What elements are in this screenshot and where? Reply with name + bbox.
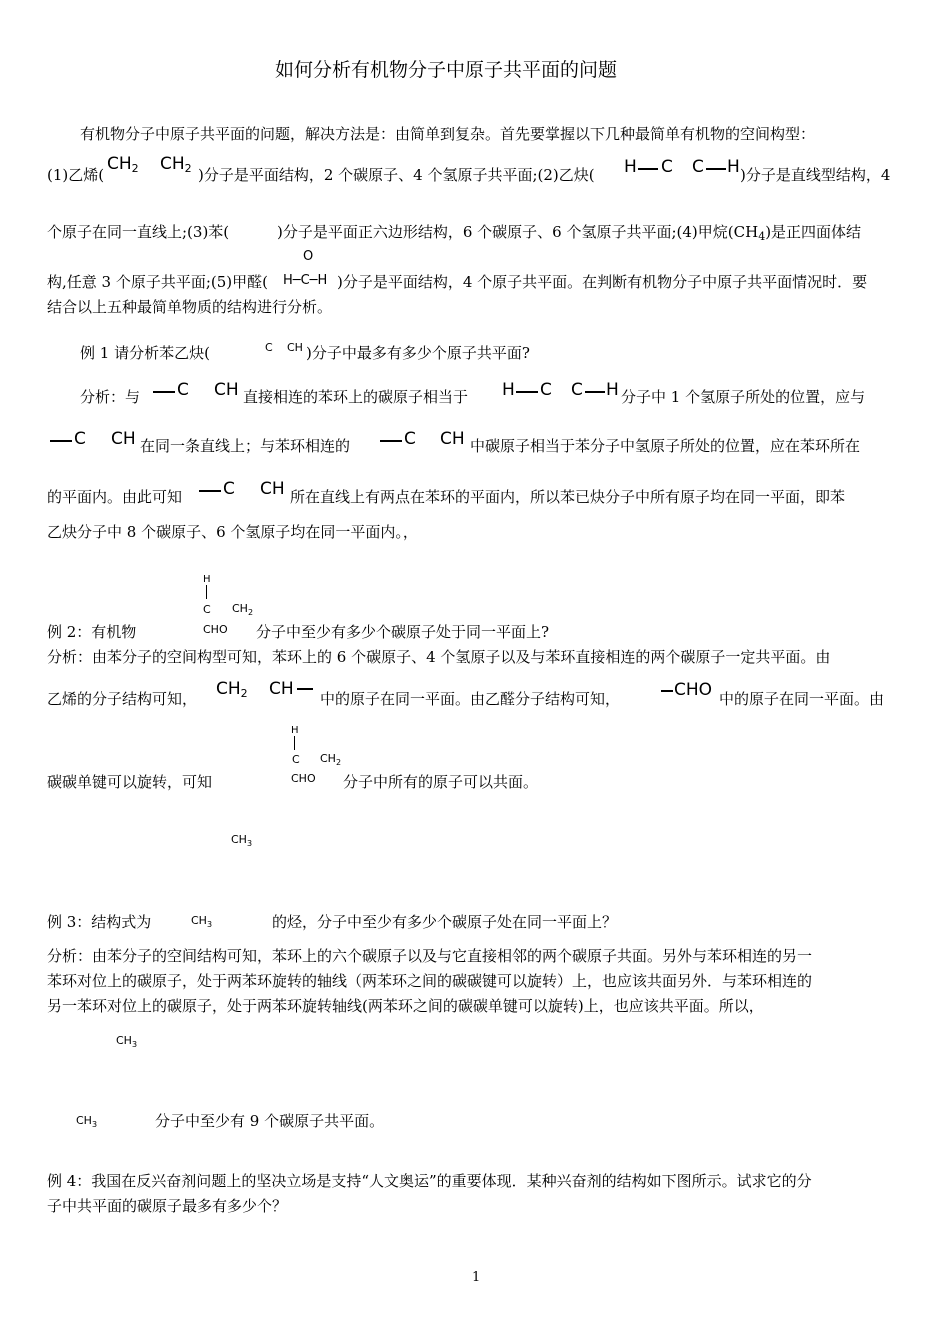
alkyne-c: C [177,380,189,400]
example-1-analysis-line-2-part-a: 在同一条直线上；与苯环相连的 [140,437,351,455]
mol-ch2: $CH_2$ [320,752,342,767]
acetylene-c: C [571,380,583,400]
example-2-analysis-line-2-part-a: 乙烯的分子结构可知， [47,690,198,708]
acetylene-c1: C [661,157,673,177]
acetylene-c2: C [692,157,704,177]
page-title: 如何分析有机物分子中原子共平面的问题 [275,59,618,81]
intro-line-2-part-b: )分子是平面结构，2 个碳原子、4 个氢原子共平面;(2)乙炔( [198,166,595,184]
example-2-question-part-a: 例 2：有机物 [47,623,137,641]
example-1-analysis-part-b: 直接相连的苯环上的碳原子相当于 [243,388,469,406]
bond-line [206,585,207,599]
example-3-question-part-b: 的烃，分子中至少有多少个碳原子处在同一平面上？ [272,913,618,931]
alkyne-ch: CH [214,380,239,400]
example-1-analysis-line-3-part-a: 的平面内。由此可知 [47,488,183,506]
vinyl-ch2: $CH_2$ [216,679,248,700]
intro-line-3-part-b: )分子是平面正六边形结构，6 个碳原子、6 个氢原子共平面;(4)甲烷$(CH_4)$是正四面体结 [277,223,862,243]
example-1-analysis-line-2-part-b: 中碳原子相当于苯分子中氢原子所处的位置，应在苯环所在 [470,437,861,455]
bond-line [585,391,605,393]
acetylene-c: C [540,380,552,400]
ethylene-ch2-a: $CH_2$ [107,154,139,175]
bond-line [297,688,313,690]
acetylene-h2: H [727,157,740,177]
bond-line [50,440,72,442]
example-3-question-part-a: 例 3：结构式为 [47,913,152,931]
mol-c: C [292,753,300,766]
example-1-question: 例 1 请分析苯乙炔( [80,344,210,362]
intro-line-2-part-c: )分子是直线型结构，4 [740,166,891,184]
alkyne-ch: CH [260,479,285,499]
methyl-ch3: $CH_3$ [76,1114,98,1129]
methyl-ch3: $CH_3$ [116,1034,138,1049]
acetylene-h1: H [624,157,637,177]
example-2-analysis-line-3-part-a: 碳碳单键可以旋转，可知 [47,773,213,791]
bond-line [199,490,221,492]
mol-h: H [203,574,211,585]
alkyne-c: C [404,429,416,449]
example-2-analysis-line-1: 分析：由苯分子的空间构型可知，苯环上的 6 个碳原子、4 个氢原子以及与苯环直接相连的两个碳原子一定共平面。由 [47,648,831,666]
example-3-analysis-line-1: 分析：由苯分子的空间结构可知，苯环上的六个碳原子以及与它直接相邻的两个碳原子共面。另外与苯环相连的另一 [47,947,813,965]
bond-line [516,391,538,393]
bond-line [380,440,402,442]
bond-line [638,168,658,170]
mol-cho: CHO [203,623,228,636]
example-2-analysis-line-3-part-b: 分子中所有的原子可以共面。 [343,773,539,791]
example-1-analysis-part-c: 分子中 1 个氢原子所处的位置，应与 [621,388,866,406]
example-3-analysis-line-3: 另一苯环对位上的碳原子，处于两苯环旋转轴线(两苯环之间的碳碳单键可以旋转)上，也应该共平面。所以， [47,997,764,1015]
methyl-ch3: $CH_3$ [191,914,213,929]
example-2-question-part-b: 分子中至少有多少个碳原子处于同一平面上? [256,623,550,641]
alkyne-c: C [223,479,235,499]
bond-line [153,391,175,393]
example-3-analysis-line-2: 苯环对位上的碳原子，处于两苯环旋转的轴线（两苯环之间的碳碳键可以旋转）上，也应该共面另外．与苯环相连的 [47,972,813,990]
intro-line-5: 结合以上五种最简单物质的结构进行分析。 [47,298,333,316]
bond-line [294,736,295,750]
example-1-analysis-line-3-part-b: 所在直线上有两点在苯环的平面内，所以苯已炔分子中所有原子均在同一平面，即苯 [290,488,846,506]
acetylene-h: H [606,380,619,400]
alkyne-ch: CH [111,429,136,449]
intro-line-2-part-a: (1)乙烯( [47,166,105,184]
page-number: 1 [472,1270,481,1285]
mol-ch2: $CH_2$ [232,602,254,617]
intro-line-4-part-a: 构,任意 3 个原子共平面;(5)甲醛( [47,273,269,291]
ethylene-ch2-b: $CH_2$ [160,154,192,175]
phenylacetylene-c: C [265,341,273,354]
example-2-analysis-line-2-part-c: 中的原子在同一平面。由 [719,690,885,708]
example-1-analysis-part-a: 分析：与 [80,388,141,406]
intro-line-3-part-a: 个原子在同一直线上;(3)苯( [47,223,230,241]
example-4-line-2: 子中共平面的碳原子最多有多少个？ [47,1197,288,1215]
aldehyde-cho: CHO [674,680,713,700]
phenylacetylene-ch: CH [287,341,303,354]
example-2-analysis-line-2-part-b: 中的原子在同一平面。由乙醛分子结构可知， [320,690,621,708]
methyl-ch3: $CH_3$ [231,833,253,848]
example-1-analysis-line-4: 乙炔分子中 8 个碳原子、6 个氢原子均在同一平面内。， [47,523,418,541]
vinyl-ch: CH [269,679,294,699]
alkyne-c: C [74,429,86,449]
acetylene-h: H [502,380,515,400]
mol-h: H [291,725,299,736]
mol-cho: CHO [291,772,316,785]
formaldehyde-formula: H─C─H [283,273,328,288]
bond-line [706,168,726,170]
bond-line [661,690,673,692]
intro-line-4-part-b: )分子是平面结构，4 个原子共平面。在判断有机物分子中原子共平面情况时．要 [337,273,868,291]
example-1-question-part-b: )分子中最多有多少个原子共平面? [306,344,530,362]
alkyne-ch: CH [440,429,465,449]
intro-line-1: 有机物分子中原子共平面的问题，解决方法是：由简单到复杂。首先要掌握以下几种最简单有机物的空间构型： [80,125,816,143]
formaldehyde-oxygen: O [303,249,314,264]
example-4-line-1: 例 4：我国在反兴奋剂问题上的坚决立场是支持“人文奥运”的重要体现．某种兴奋剂的结构如下图所示。试求它的分 [47,1172,812,1190]
mol-c: C [203,603,211,616]
example-3-conclusion: 分子中至少有 9 个碳原子共平面。 [155,1112,385,1130]
